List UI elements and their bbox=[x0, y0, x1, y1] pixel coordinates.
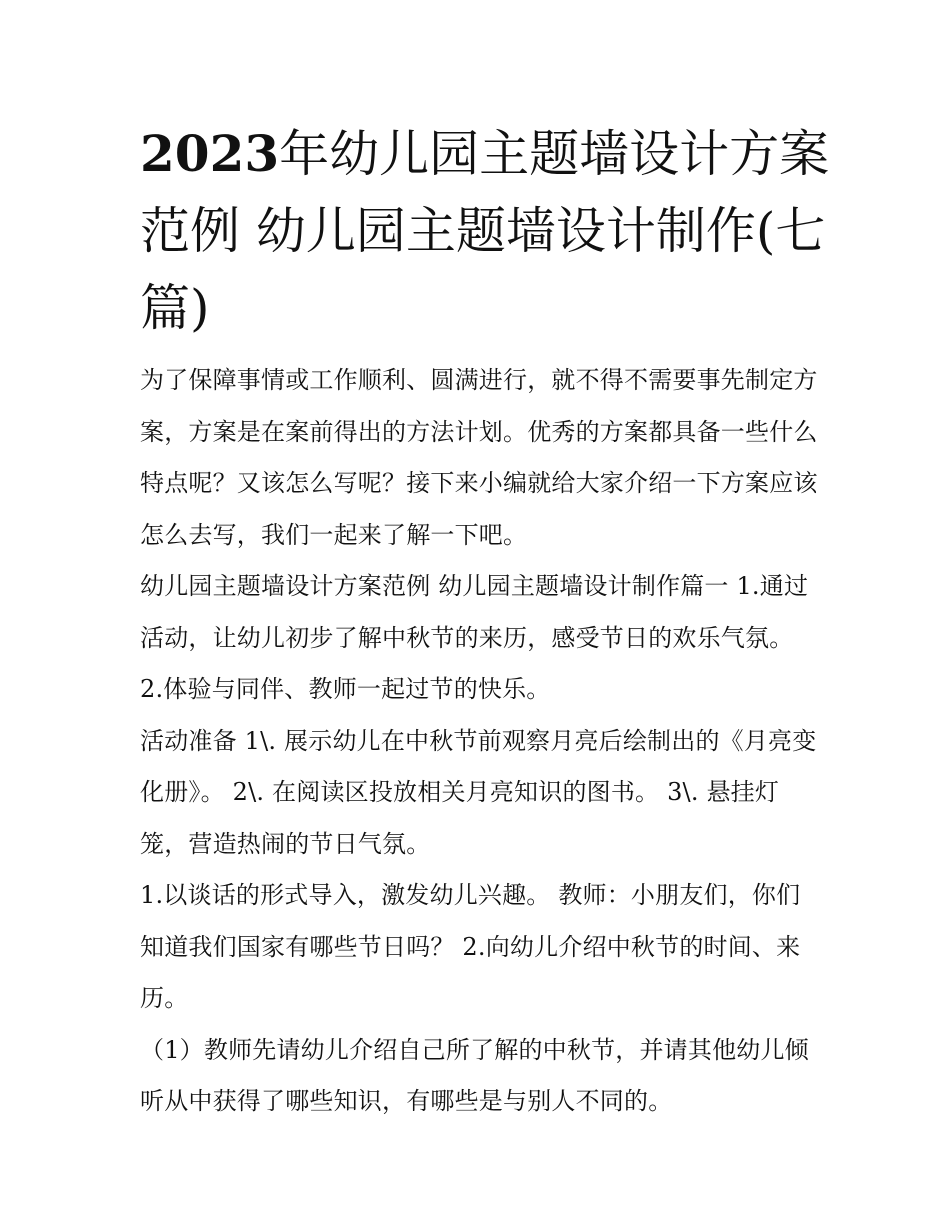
document-title bbox=[140, 115, 830, 347]
paragraph-activity-preparation: 活动准备 1\. 展示幼儿在中秋节前观察月亮后绘制出的《月亮变化册》。 2\. 在阅读区投放相关月亮知识的图书。 3\. 悬挂灯笼，营造热闹的节日气氛。 bbox=[140, 726, 817, 858]
title-text: 年幼儿园主题墙设计方案范例 幼儿园主题墙设计制作(七篇) bbox=[140, 125, 830, 337]
paragraph-step-one: （1）教师先请幼儿介绍自己所了解的中秋节，并请其他幼儿倾听从中获得了哪些知识，有哪些是与别人不同的。 bbox=[140, 1035, 809, 1115]
paragraph-introduction-steps: 1.以谈话的形式导入，激发幼儿兴趣。 教师：小朋友们，你们知道我们国家有哪些节日吗？ 2.向幼儿介绍中秋节的时间、来历。 bbox=[140, 881, 801, 1012]
document-body bbox=[140, 355, 820, 1128]
paragraph-section-one-goals: 幼儿园主题墙设计方案范例 幼儿园主题墙设计制作篇一 1.通过活动，让幼儿初步了解中秋节的来历，感受节日的欢乐气氛。 2.体验与同伴、教师一起过节的快乐。 bbox=[140, 572, 809, 703]
title-year: 2023 bbox=[140, 124, 280, 183]
paragraph-intro: 为了保障事情或工作顺利、圆满进行，就不得不需要事先制定方案，方案是在案前得出的方法计划。优秀的方案都具备一些什么特点呢？又该怎么写呢？接下来小编就给大家介绍一下方案应该怎么去写，我们一起来了解一下吧。 bbox=[140, 366, 818, 549]
